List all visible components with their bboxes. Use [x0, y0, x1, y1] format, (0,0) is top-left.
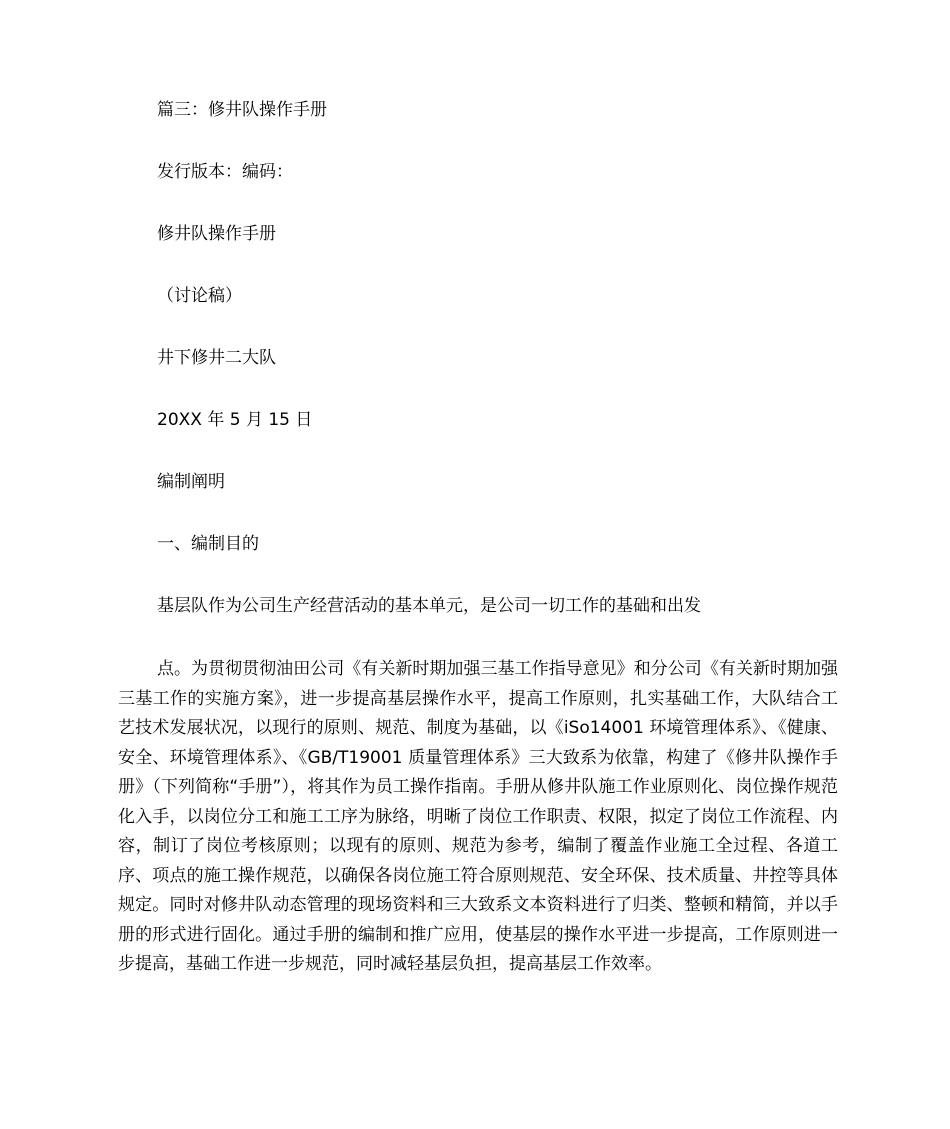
subsection-heading: 一、编制目的: [157, 534, 259, 554]
body-paragraph: 点。为贯彻贯彻油田公司《有关新时期加强三基工作指导意见》和分公司《有关新时期加强三基工作的实施方案》，进一步提高基层操作水平，提高工作原则，扎实基础工作，大队结合工艺技术发展状况，以现行的原则、规范、制度为基础，以《iSo14001 环境管理体系》、《健康、安全、环境管理体系》、《GB/T19001 质量管理体系》三大致系为依靠，构建了《修井队操作手册》（下列简称“手册”），将其作为员工操作指南。手册从修井队施工作业原则化、岗位操作规范化入手，以岗位分工和施工工序为脉络，明晰了岗位工作职责、权限，拟定了岗位工作流程、内容，制订了岗位考核原则；以现有的原则、规范为参考，编制了覆盖作业施工全过程、各道工序、项点的施工操作规范，以确保各岗位施工符合原则规范、安全环保、技术质量、井控等具体规定。同时对修井队动态管理的现场资料和三大致系文本资料进行了归类、整顿和精简，并以手册的形式进行固化。通过手册的编制和推广应用，使基层的操作水平进一步提高，工作原则进一步提高，基础工作进一步规范，同时减轻基层负担，提高基层工作效率。: [118, 659, 838, 974]
document-title-line: 篇三：修井队操作手册: [157, 100, 327, 120]
manual-title: 修井队操作手册: [157, 224, 276, 244]
section-heading: 编制阐明: [157, 472, 225, 492]
team-name: 井下修井二大队: [157, 348, 276, 368]
version-line: 发行版本：编码：: [157, 162, 293, 182]
intro-line: 基层队作为公司生产经营活动的基本单元，是公司一切工作的基础和出发: [157, 596, 701, 616]
draft-note: （讨论稿）: [157, 286, 242, 306]
document-date: 20XX 年 5 月 15 日: [157, 410, 313, 430]
